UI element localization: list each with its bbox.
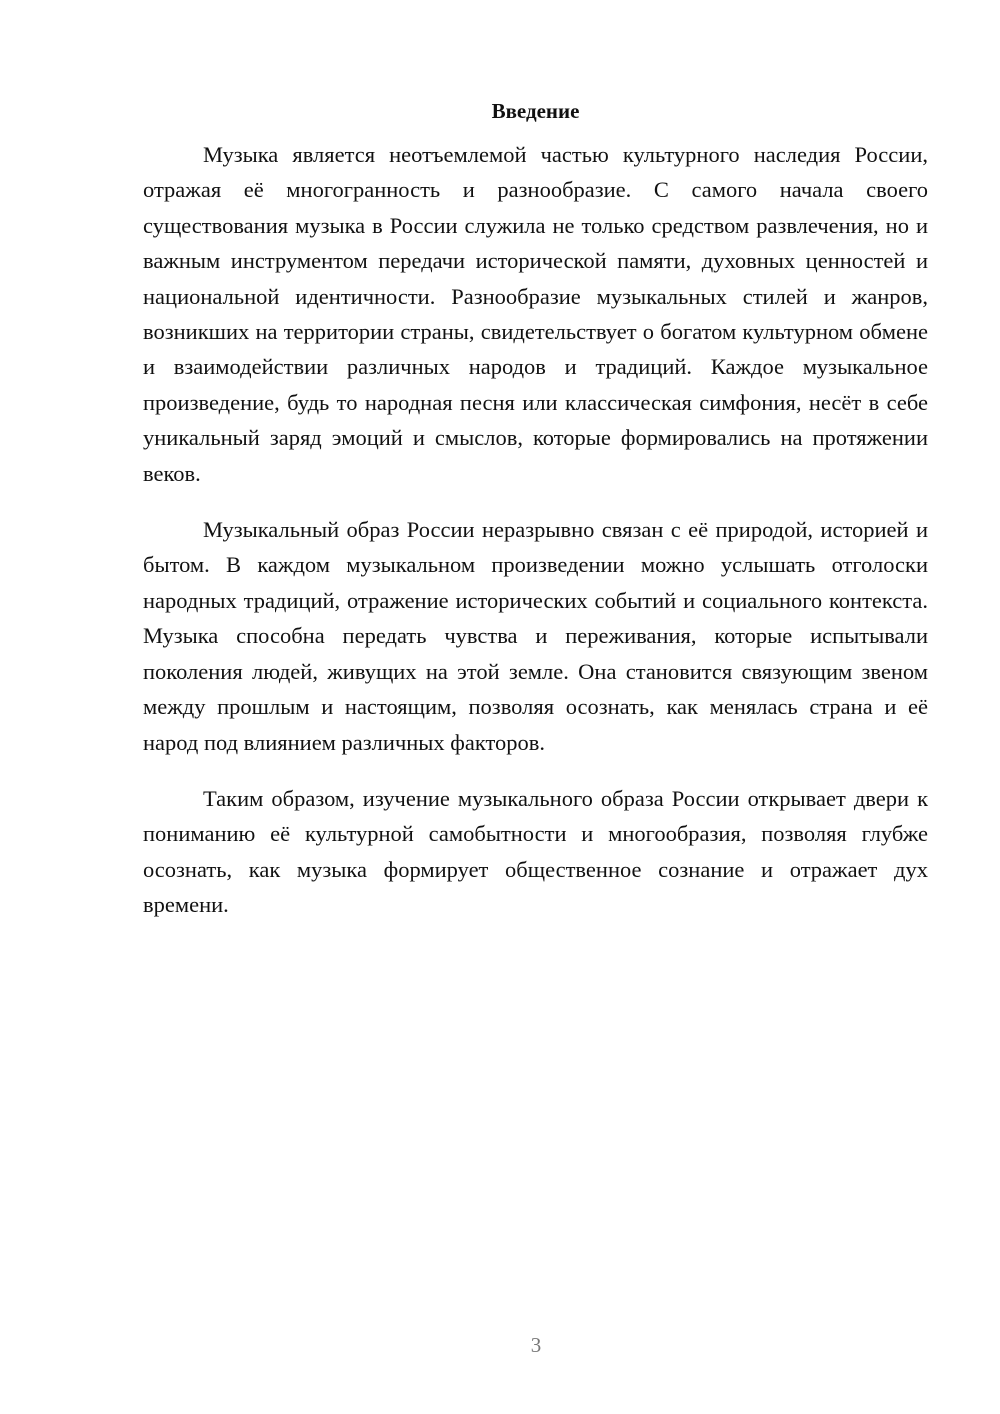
paragraph-2: Музыкальный образ России неразрывно связан с её природой, историей и бытом. В каждом музыкальном произведении можно услышать отголоски народных традиций, отражение исторических событий и социального контекста. Музыка способна передать чувства и переживания, которые испытывали поколения людей, живущих на этой земле. Она становится связующим звеном между прошлым и настоящим, позволяя осознать, как менялась страна и её народ под влиянием различных факторов. bbox=[143, 517, 928, 755]
paragraph-3: Таким образом, изучение музыкального образа России открывает двери к пониманию её культурной самобытности и многообразия, позволяя глубже осознать, как музыка формирует общественное сознание и отражает дух времени. bbox=[143, 785, 928, 918]
page-title: Введение bbox=[491, 99, 580, 123]
page-number: 3 bbox=[530, 1333, 542, 1357]
page-content bbox=[143, 95, 928, 923]
paragraph-1: Музыка является неотъемлемой частью культурного наследия России, отражая её многогранность и разнообразие. С самого начала своего существования музыка в России служила не только средством развлечения, но и важным инструментом передачи исторической памяти, духовных ценностей и национальной идентичности. Разнообразие музыкальных стилей и жанров, возникших на территории страны, свидетельствует о богатом культурном обмене и взаимодействии различных народов и традиций. Каждое музыкальное произведение, будь то народная песня или классическая симфония, несёт в себе уникальный заряд эмоций и смыслов, которые формировались на протяжении веков. bbox=[143, 142, 928, 486]
